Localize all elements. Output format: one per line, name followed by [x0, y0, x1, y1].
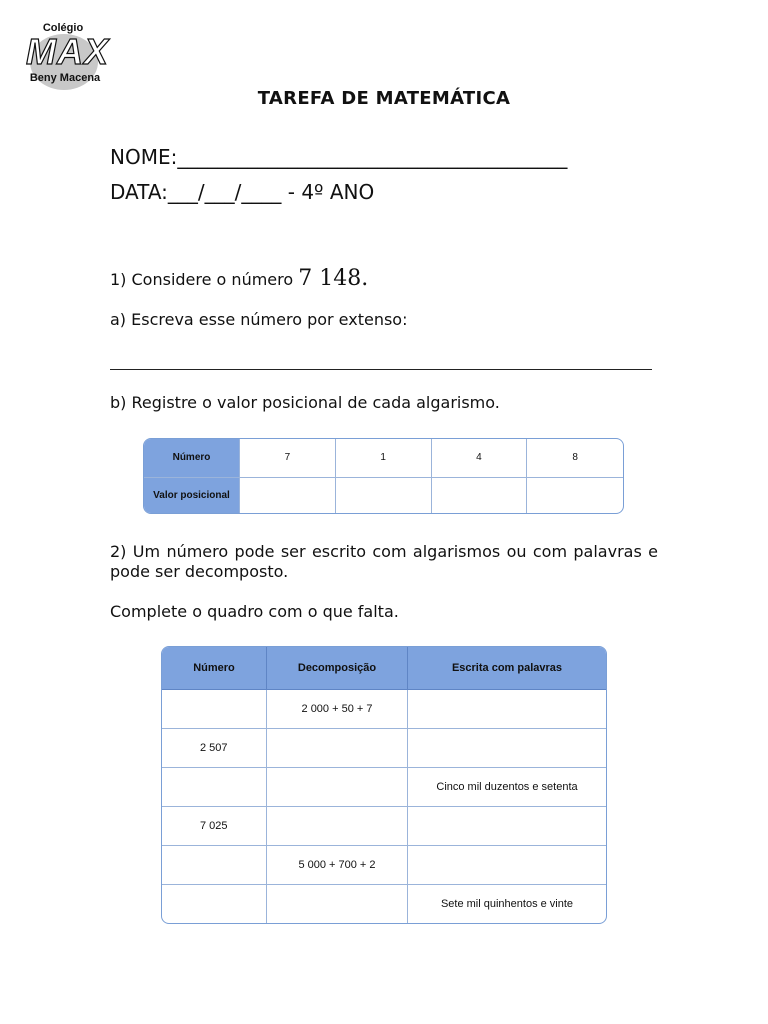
digit-cell: 7 [240, 439, 336, 478]
question-1b: b) Registre o valor posicional de cada algarismo. [110, 393, 500, 412]
school-logo [26, 20, 109, 92]
question-2: 2) Um número pode ser escrito com algarismos ou com palavras e pode ser decomposto. [110, 542, 658, 581]
answer-cell[interactable] [336, 478, 432, 513]
logo-top-text: Colégio [42, 22, 84, 34]
question-1a: a) Escreva esse número por extenso: [110, 310, 408, 329]
cell-decomposicao: 5 000 + 700 + 2 [267, 846, 408, 885]
digit-cell: 4 [432, 439, 528, 478]
table-header-row [162, 647, 606, 690]
cell-escrita[interactable] [408, 846, 606, 885]
cell-numero: 7 025 [162, 807, 267, 846]
logo-bottom-text: Beny Macena [29, 72, 101, 84]
cell-escrita: Cinco mil duzentos e setenta [408, 768, 606, 807]
digit-cell: 8 [527, 439, 623, 478]
cell-numero[interactable] [162, 885, 267, 923]
cell-decomposicao[interactable] [267, 885, 408, 923]
place-value-table [143, 438, 624, 514]
page-title: TAREFA DE MATEMÁTICA [257, 88, 511, 109]
question-1 [110, 266, 368, 291]
table-row [162, 729, 606, 768]
cell-escrita[interactable] [408, 807, 606, 846]
question-1-suffix: . [361, 266, 369, 291]
name-field: NOME:_______________________________________ [110, 145, 568, 169]
table-row [162, 768, 606, 807]
column-header-escrita: Escrita com palavras [408, 647, 606, 690]
table-row [162, 846, 606, 885]
table-row [162, 807, 606, 846]
cell-numero: 2 507 [162, 729, 267, 768]
cell-escrita[interactable] [408, 729, 606, 768]
cell-decomposicao: 2 000 + 50 + 7 [267, 690, 408, 729]
number-table [161, 646, 607, 924]
answer-cell[interactable] [240, 478, 336, 513]
cell-numero[interactable] [162, 690, 267, 729]
question-1-number: 7 148 [298, 266, 362, 291]
table-row [162, 885, 606, 923]
date-field: DATA:___/___/____ - 4º ANO [110, 180, 375, 204]
digit-cell: 1 [336, 439, 432, 478]
table-row [144, 478, 623, 513]
cell-escrita[interactable] [408, 690, 606, 729]
table-row [162, 690, 606, 729]
answer-cell[interactable] [432, 478, 528, 513]
row-header-numero: Número [144, 439, 240, 478]
answer-line[interactable] [110, 369, 652, 370]
cell-decomposicao[interactable] [267, 729, 408, 768]
question-1-prefix: 1) Considere o número [110, 270, 299, 289]
cell-escrita: Sete mil quinhentos e vinte [440, 898, 574, 910]
row-header-valor-posicional: Valor posicional [144, 478, 240, 513]
cell-decomposicao[interactable] [267, 768, 408, 807]
table-row [144, 439, 623, 478]
cell-numero[interactable] [162, 846, 267, 885]
cell-decomposicao[interactable] [267, 807, 408, 846]
logo-main-text: MAX [26, 31, 109, 72]
cell-numero[interactable] [162, 768, 267, 807]
column-header-decomposicao: Decomposição [267, 647, 408, 690]
answer-cell[interactable] [527, 478, 623, 513]
question-2-instruction: Complete o quadro com o que falta. [110, 602, 399, 621]
column-header-numero: Número [162, 647, 267, 690]
